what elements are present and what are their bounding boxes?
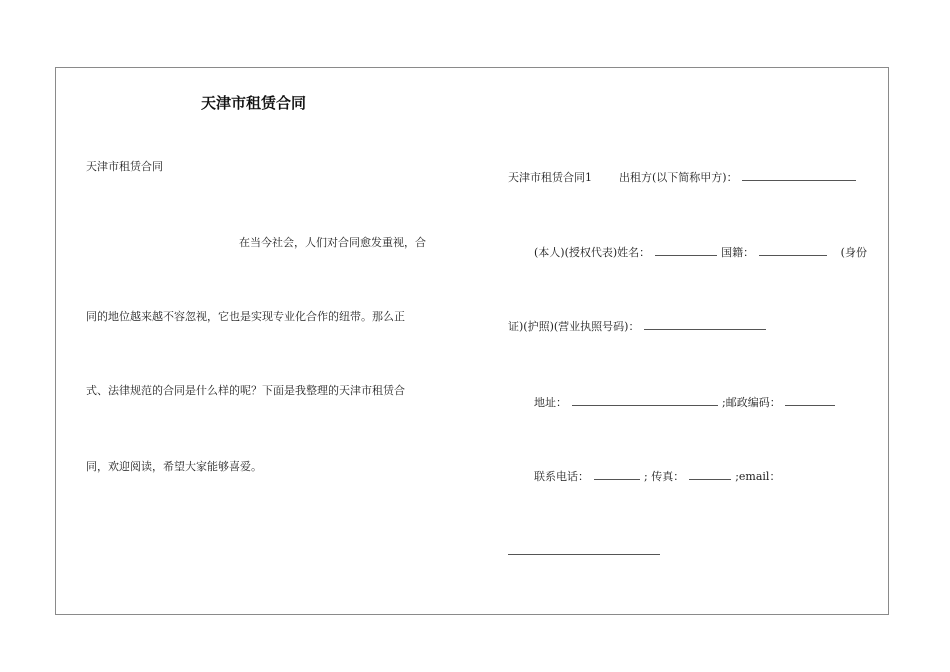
postal-blank[interactable] [785,394,835,406]
contract-heading-text: 天津市租赁合同1 [508,171,592,184]
intro-paragraph-line-1: 在当今社会，人们对合同愈发重视，合 [239,236,426,249]
name-line [534,244,867,260]
page-frame [55,67,889,615]
address-line [534,394,836,410]
email-label: ;email： [735,470,781,483]
address-blank[interactable] [572,394,718,406]
id-label-start: (身份 [840,246,867,259]
nationality-label: 国籍： [721,246,755,259]
fax-label: ; 传真： [644,470,685,483]
id-blank[interactable] [644,318,766,330]
postal-label: ;邮政编码： [722,396,781,409]
intro-paragraph-line-3: 式、法律规范的合同是什么样的呢？下面是我整理的天津市租赁合 [86,384,405,397]
fax-blank[interactable] [689,468,731,480]
phone-label: 联系电话： [534,470,589,483]
contract-heading [508,169,857,185]
lessor-blank[interactable] [742,169,856,181]
name-blank[interactable] [655,244,717,256]
intro-paragraph-line-4: 同，欢迎阅读，希望大家能够喜爱。 [86,460,262,473]
lessor-label: 出租方(以下简称甲方)： [619,171,738,184]
id-line [508,318,767,334]
page-title: 天津市租赁合同 [201,94,307,112]
address-label: 地址： [534,396,567,409]
contact-line [534,468,780,484]
id-label: 证)(护照)(营业执照号码)： [508,320,640,333]
left-subtitle: 天津市租赁合同 [86,160,163,173]
nationality-blank[interactable] [759,244,827,256]
phone-blank[interactable] [594,468,640,480]
intro-paragraph-line-2: 同的地位越来越不容忽视，它也是实现专业化合作的纽带。那么正 [86,310,405,323]
name-label: (本人)(授权代表)姓名： [534,246,651,259]
email-blank[interactable] [508,554,660,555]
